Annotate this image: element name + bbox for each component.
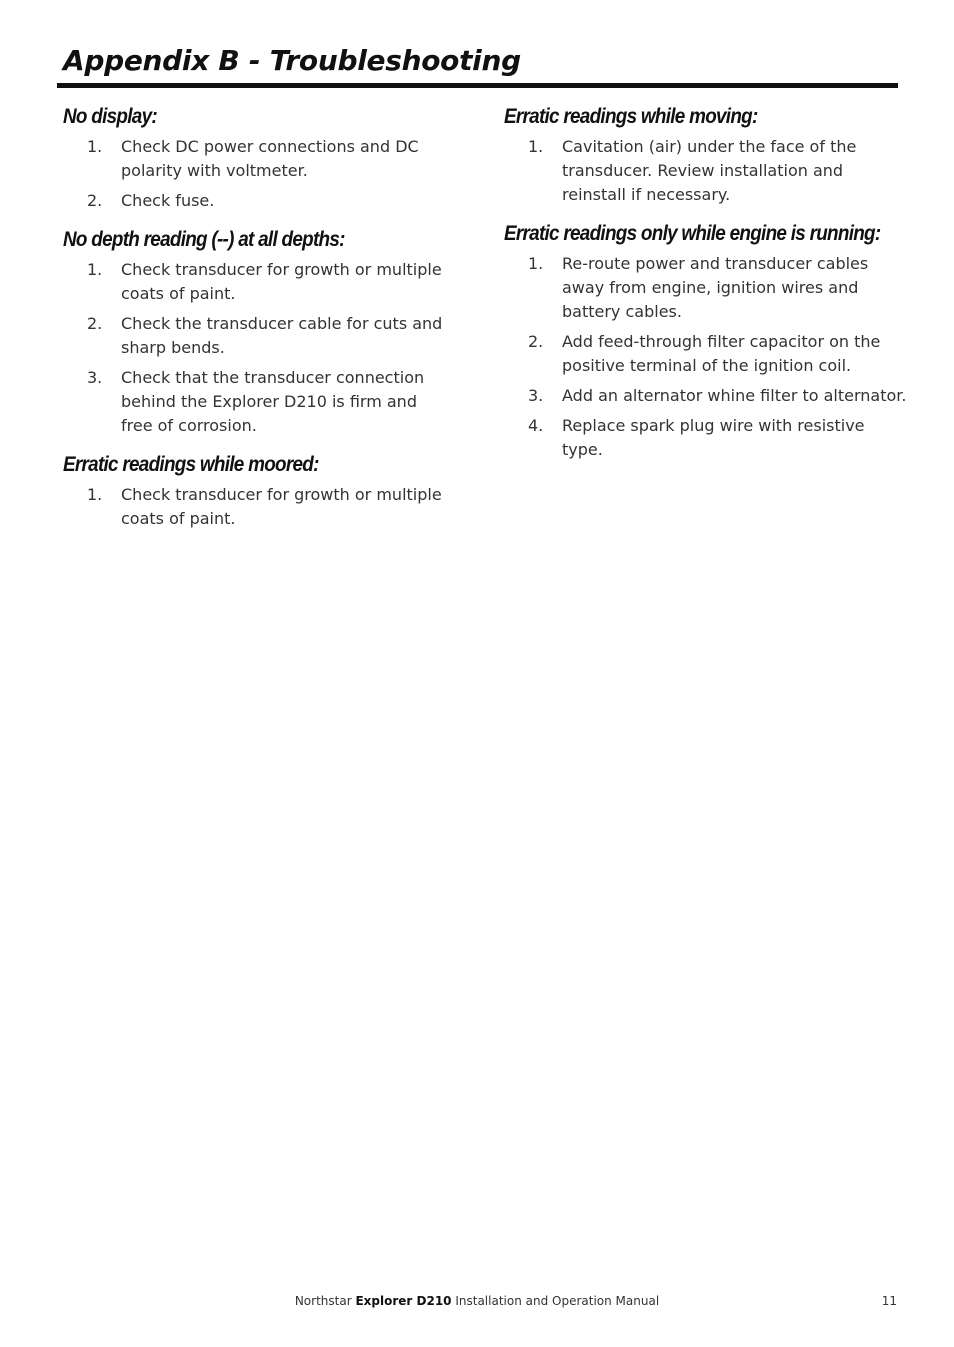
item-text: Add an alternator whine filter to alternator.: [562, 386, 907, 405]
section-erratic-moored: [63, 450, 458, 531]
item-text: Check the transducer cable for cuts and sharp bends.: [121, 314, 443, 357]
section-heading: No depth reading (--) at all depths:: [63, 228, 345, 251]
list-item: [63, 366, 458, 438]
item-number: 4.: [528, 416, 544, 435]
footer-suffix: Installation and Operation Manual: [455, 1294, 660, 1308]
item-number: 1.: [528, 137, 544, 156]
item-number: 2.: [87, 191, 103, 210]
left-column: [63, 102, 458, 543]
list-item: [63, 135, 458, 183]
item-text: Replace spark plug wire with resistive type.: [562, 416, 865, 459]
list-item: [63, 483, 458, 531]
item-text: Check DC power connections and DC polarity with voltmeter.: [121, 137, 419, 180]
page-footer: [0, 1294, 954, 1308]
section-heading: Erratic readings only while engine is running:: [504, 222, 881, 245]
item-number: 2.: [87, 314, 103, 333]
list-item: [504, 330, 914, 378]
list-item: [504, 414, 914, 462]
list-item: [504, 252, 914, 324]
page-title: Appendix B - Troubleshooting: [63, 44, 521, 77]
item-number: 3.: [87, 368, 103, 387]
list-item: [504, 384, 914, 408]
item-number: 2.: [528, 332, 544, 351]
list-item: [504, 135, 914, 207]
item-text: Re-route power and transducer cables away from engine, ignition wires and battery cables.: [562, 254, 869, 321]
section-no-display: [63, 102, 458, 213]
section-erratic-moving: [504, 102, 914, 207]
footer-product: Explorer D210: [355, 1294, 452, 1308]
item-text: Check that the transducer connection behind the Explorer D210 is firm and free of corrosion.: [121, 368, 425, 435]
right-column: [504, 102, 914, 474]
section-erratic-engine-running: [504, 219, 914, 462]
item-number: 3.: [528, 386, 544, 405]
section-no-depth-reading: [63, 225, 458, 438]
footer-brand: Northstar: [294, 1294, 352, 1308]
item-number: 1.: [87, 485, 103, 504]
item-text: Check transducer for growth or multiple coats of paint.: [121, 260, 442, 303]
list-item: [63, 258, 458, 306]
page-number: 11: [881, 1294, 897, 1308]
item-text: Add feed-through filter capacitor on the positive terminal of the ignition coil.: [562, 332, 881, 375]
section-heading: No display:: [63, 105, 157, 128]
title-rule: [57, 83, 898, 88]
list-item: [63, 312, 458, 360]
item-text: Check transducer for growth or multiple coats of paint.: [121, 485, 442, 528]
item-number: 1.: [528, 254, 544, 273]
list-item: [63, 189, 458, 213]
section-heading: Erratic readings while moving:: [504, 105, 758, 128]
item-text: Cavitation (air) under the face of the transducer. Review installation and reinstall if necessary.: [562, 137, 857, 204]
item-text: Check fuse.: [121, 191, 215, 210]
item-number: 1.: [87, 260, 103, 279]
item-number: 1.: [87, 137, 103, 156]
section-heading: Erratic readings while moored:: [63, 453, 319, 476]
